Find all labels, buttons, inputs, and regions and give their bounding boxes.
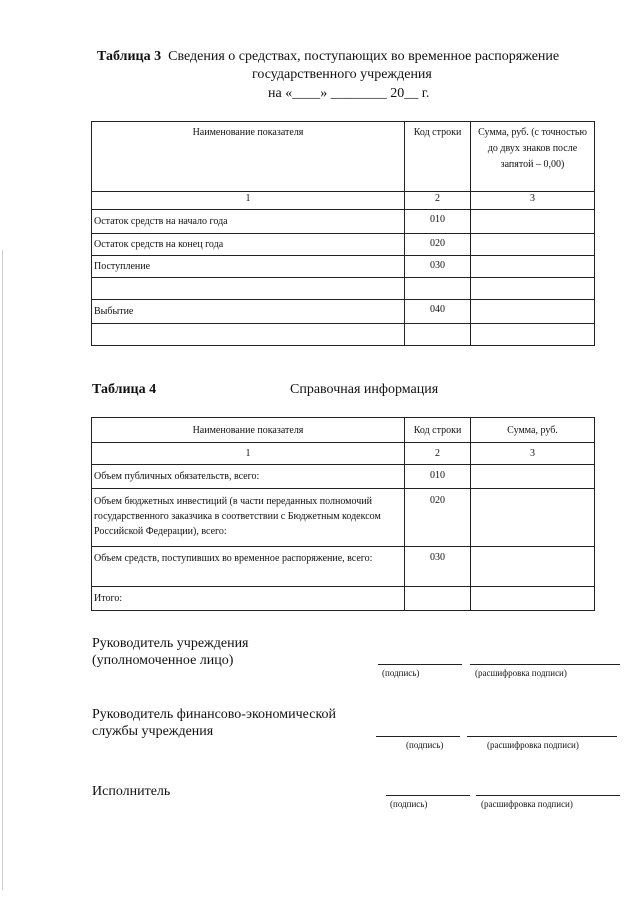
table3-header-name: Наименование показателя bbox=[92, 122, 405, 192]
table4-header-code: Код строки bbox=[405, 418, 471, 443]
table3-row-name bbox=[92, 324, 405, 346]
table4-title: Справочная информация bbox=[290, 382, 439, 397]
signature-line bbox=[386, 795, 470, 796]
table3-row-code bbox=[405, 324, 471, 346]
signatory-title bbox=[92, 783, 170, 800]
table3-date-line: на «____» ________ 20__ г. bbox=[268, 86, 430, 101]
signature-decode-caption: (расшифровка подписи) bbox=[487, 740, 579, 750]
scan-edge-line bbox=[2, 250, 3, 890]
table4-row-name: Объем публичных обязательств, всего: bbox=[92, 465, 405, 489]
signatory-title-line1: Исполнитель bbox=[92, 784, 171, 799]
signature-decode-line bbox=[470, 664, 620, 665]
signatory-title-line2: (уполномоченное лицо) bbox=[92, 653, 234, 668]
signature-line bbox=[376, 736, 460, 737]
table3-row-name: Поступление bbox=[92, 256, 405, 278]
table3-header-code: Код строки bbox=[405, 122, 471, 192]
table4-colnum: 1 bbox=[92, 443, 405, 465]
table4-row-name: Объем бюджетных инвестиций (в части переданных полномочий государственного заказчика в соответствии с Бюджетным кодексом Российской Федерации), всего: bbox=[92, 489, 405, 547]
table3-row-name: Остаток средств на конец года bbox=[92, 234, 405, 256]
table3-row-sum bbox=[471, 278, 595, 300]
table4 bbox=[91, 417, 595, 611]
table4-row-sum bbox=[471, 587, 595, 611]
table3-row-code: 040 bbox=[405, 300, 471, 324]
table3-row-sum bbox=[471, 300, 595, 324]
signature-decode-line bbox=[467, 736, 617, 737]
table4-header-sum: Сумма, руб. bbox=[471, 418, 595, 443]
table4-colnum: 2 bbox=[405, 443, 471, 465]
table3-row-name bbox=[92, 278, 405, 300]
signature-decode-line bbox=[476, 795, 620, 796]
table4-row-code: 030 bbox=[405, 547, 471, 587]
table3-heading bbox=[97, 49, 617, 65]
table3-row-name: Остаток средств на начало года bbox=[92, 210, 405, 234]
table4-row-code bbox=[405, 587, 471, 611]
table4-header-name: Наименование показателя bbox=[92, 418, 405, 443]
table3-colnum: 1 bbox=[92, 192, 405, 210]
table3-row-name: Выбытие bbox=[92, 300, 405, 324]
table3-header-sum: Сумма, руб. (с точностью до двух знаков после запятой – 0,00) bbox=[471, 122, 595, 192]
table3-row-sum bbox=[471, 234, 595, 256]
table4-row-code: 020 bbox=[405, 489, 471, 547]
table3-row-code: 030 bbox=[405, 256, 471, 278]
signature-caption: (подпись) bbox=[406, 740, 444, 750]
signature-line bbox=[378, 664, 462, 665]
table3-colnum: 2 bbox=[405, 192, 471, 210]
table4-row-code: 010 bbox=[405, 465, 471, 489]
signature-decode-caption: (расшифровка подписи) bbox=[481, 799, 573, 809]
table3-title-line1: Сведения о средствах, поступающих во временное распоряжение bbox=[168, 49, 560, 64]
table4-label: Таблица 4 bbox=[92, 382, 157, 397]
table4-row-sum bbox=[471, 465, 595, 489]
signature-caption: (подпись) bbox=[382, 668, 420, 678]
table3-row-code: 010 bbox=[405, 210, 471, 234]
table4-row-sum bbox=[471, 547, 595, 587]
table3-label: Таблица 3 bbox=[97, 49, 162, 64]
signatory-title-line2: службы учреждения bbox=[92, 724, 214, 739]
table4-row-sum bbox=[471, 489, 595, 547]
table3-title-line2: государственного учреждения bbox=[252, 67, 432, 82]
table3-row-sum bbox=[471, 324, 595, 346]
signature-caption: (подпись) bbox=[390, 799, 428, 809]
table3-colnum: 3 bbox=[471, 192, 595, 210]
table3-row-code bbox=[405, 278, 471, 300]
signatory-title bbox=[92, 706, 336, 740]
table3 bbox=[91, 121, 595, 346]
signatory-title-line1: Руководитель учреждения bbox=[92, 636, 249, 651]
signatory-title bbox=[92, 635, 249, 669]
table4-row-name: Итого: bbox=[92, 587, 405, 611]
signature-decode-caption: (расшифровка подписи) bbox=[475, 668, 567, 678]
table3-row-sum bbox=[471, 256, 595, 278]
table3-row-sum bbox=[471, 210, 595, 234]
table4-colnum: 3 bbox=[471, 443, 595, 465]
table3-row-code: 020 bbox=[405, 234, 471, 256]
signatory-title-line1: Руководитель финансово-экономической bbox=[92, 707, 337, 722]
table4-row-name: Объем средств, поступивших во временное распоряжение, всего: bbox=[92, 547, 405, 587]
